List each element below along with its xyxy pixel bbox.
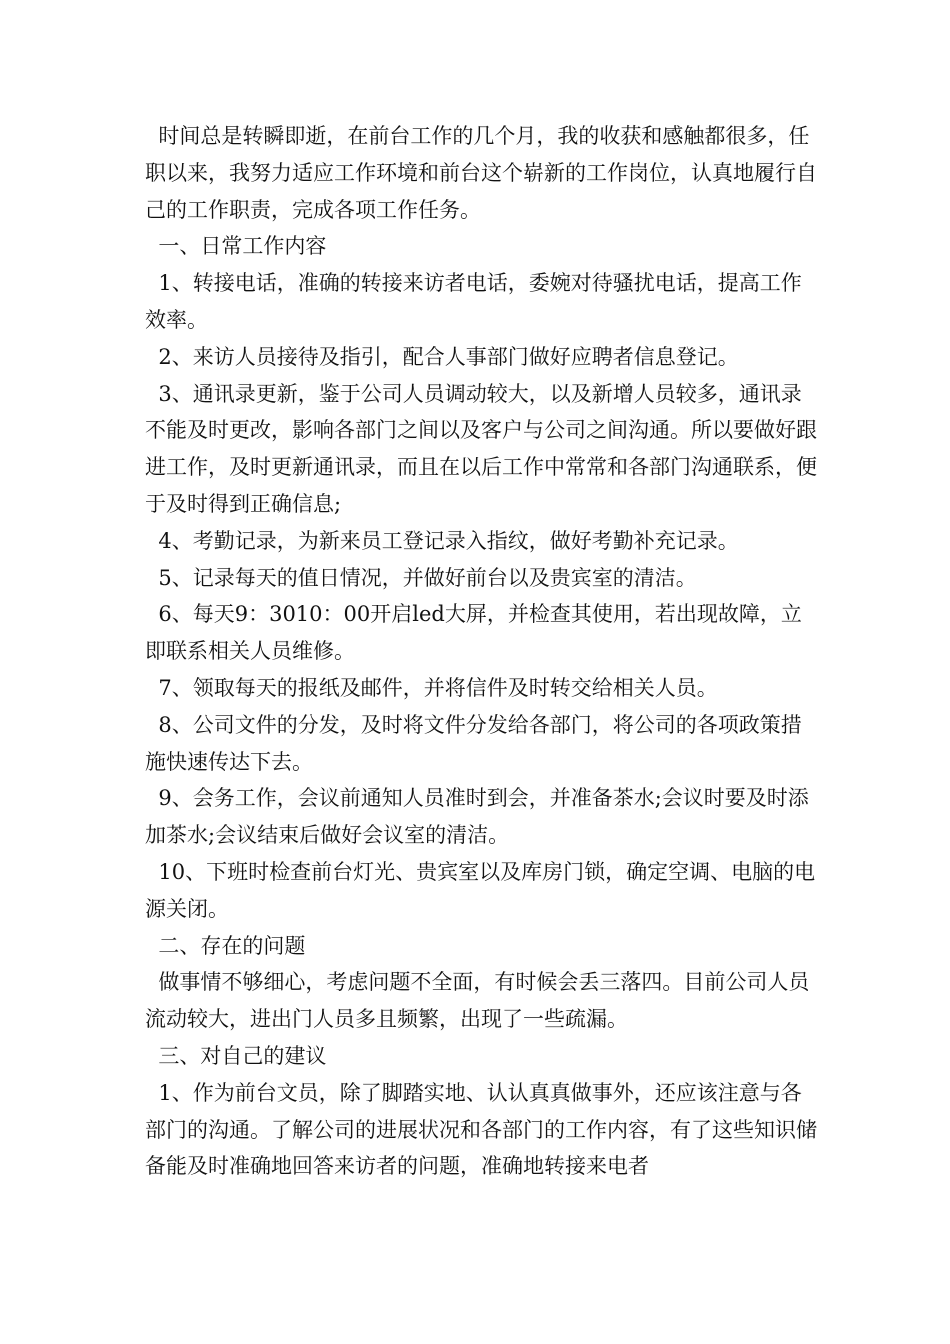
heading-problems: 二、存在的问题 <box>145 933 306 958</box>
list-item: 7、领取每天的报纸及邮件，并将信件及时转交给相关人员。 <box>145 675 718 700</box>
list-item: 1、转接电话，准确的转接来访者电话，委婉对待骚扰电话，提高工作效率。 <box>145 271 802 332</box>
document-body <box>145 118 817 1185</box>
paragraph-intro: 时间总是转瞬即逝，在前台工作的几个月，我的收获和感触都很多，任职以来，我努力适应工作环境和前台这个崭新的工作岗位，认真地履行自己的工作职责，完成各项工作任务。 <box>145 124 817 222</box>
list-item: 8、公司文件的分发，及时将文件分发给各部门，将公司的各项政策措施快速传达下去。 <box>145 712 802 774</box>
list-item: 10、下班时检查前台灯光、贵宾室以及库房门锁，确定空调、电脑的电源关闭。 <box>145 859 816 921</box>
list-item: 9、会务工作，会议前通知人员准时到会，并准备茶水;会议时要及时添加茶水;会议结束后做好会议室的清洁。 <box>145 786 809 848</box>
heading-suggestions: 三、对自己的建议 <box>145 1043 327 1068</box>
list-item: 2、来访人员接待及指引，配合人事部门做好应聘者信息登记。 <box>145 344 739 369</box>
list-item: 3、通讯录更新，鉴于公司人员调动较大，以及新增人员较多，通讯录不能及时更改，影响各部门之间以及客户与公司之间沟通。所以要做好跟进工作，及时更新通讯录，而且在以后工作中常常和各部门沟通联系，便于及时得到正确信息; <box>145 381 817 516</box>
list-item: 4、考勤记录，为新来员工登记录入指纹，做好考勤补充记录。 <box>145 528 739 553</box>
paragraph-problems: 做事情不够细心，考虑问题不全面，有时候会丢三落四。目前公司人员流动较大，进出门人员多且频繁，出现了一些疏漏。 <box>145 970 810 1032</box>
list-item: 1、作为前台文员，除了脚踏实地、认认真真做事外，还应该注意与各部门的沟通。了解公司的进展状况和各部门的工作内容，有了这些知识储备能及时准确地回答来访者的问题，准确地转接来电者 <box>145 1080 817 1179</box>
heading-daily-work: 一、日常工作内容 <box>145 234 327 259</box>
list-item: 6、每天9：3010：00开启led大屏，并检查其使用，若出现故障，立即联系相关人员维修。 <box>145 602 802 664</box>
list-item: 5、记录每天的值日情况，并做好前台以及贵宾室的清洁。 <box>145 565 697 590</box>
